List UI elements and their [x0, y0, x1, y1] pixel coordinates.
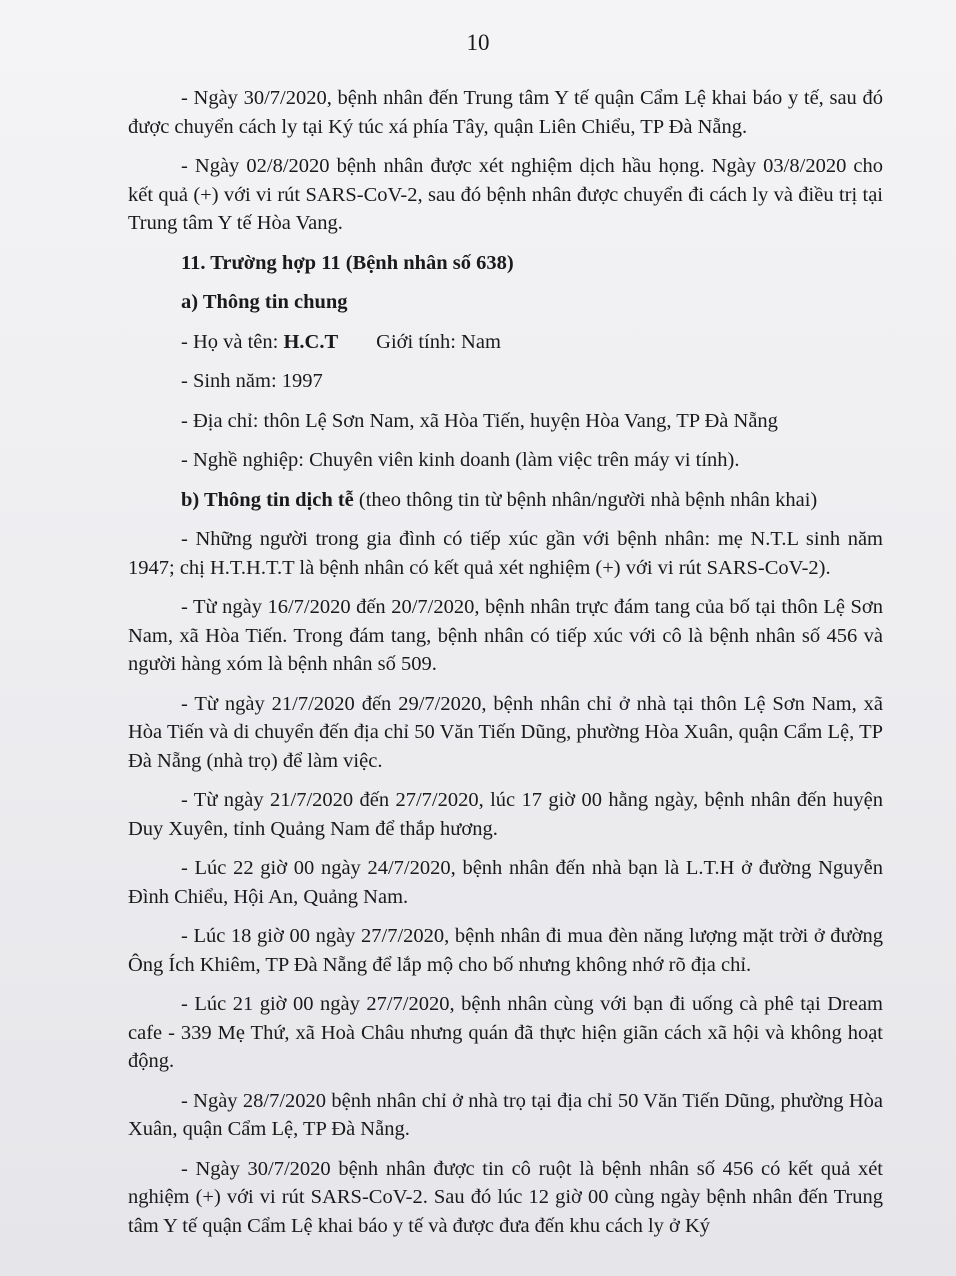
- section-a-heading: a) Thông tin chung: [181, 291, 348, 313]
- paragraph-solar-lamp: - Lúc 18 giờ 00 ngày 27/7/2020, bệnh nhân đi mua đèn năng lượng mặt trời ở đường Ông Ích Khiêm, TP Đà Nẵng để lắp mộ cho bố nhưng không nhớ rõ địa chỉ.: [128, 925, 883, 976]
- paragraph-boarding-house: - Ngày 28/7/2020 bệnh nhân chỉ ở nhà trọ tại địa chỉ 50 Văn Tiến Dũng, phường Hòa Xuân, quận Cẩm Lệ, TP Đà Nẵng.: [128, 1089, 883, 1140]
- paragraph-friend-visit: - Lúc 22 giờ 00 ngày 24/7/2020, bệnh nhân đến nhà bạn là L.T.H ở đường Nguyễn Đình Chiểu, Hội An, Quảng Nam.: [128, 857, 883, 908]
- document-body: [128, 84, 883, 1251]
- patient-name-line: [128, 328, 883, 357]
- paragraph-stay-home: - Từ ngày 21/7/2020 đến 29/7/2020, bệnh nhân chỉ ở nhà tại thôn Lệ Sơn Nam, xã Hòa Tiến và di chuyển đến địa chỉ 50 Văn Tiến Dũng, phường Hòa Xuân, quận Cẩm Lệ, TP Đà Nẵng (nhà trọ) để làm việc.: [128, 692, 883, 772]
- gender-text: Giới tính: Nam: [376, 330, 501, 353]
- case-heading: 11. Trường hợp 11 (Bệnh nhân số 638): [181, 251, 514, 274]
- address-line: - Địa chỉ: thôn Lệ Sơn Nam, xã Hòa Tiến, huyện Hòa Vang, TP Đà Nẵng: [181, 409, 778, 432]
- birth-year-line: - Sinh năm: 1997: [181, 370, 323, 392]
- paragraph-quarantine-transfer: - Ngày 30/7/2020, bệnh nhân đến Trung tâm Y tế quận Cẩm Lệ khai báo y tế, sau đó được chuyển cách ly tại Ký túc xá phía Tây, quận Liên Chiểu, TP Đà Nẵng.: [128, 87, 883, 138]
- section-b-heading: [128, 486, 883, 515]
- paragraph-aunt-positive: - Ngày 30/7/2020 bệnh nhân được tin cô ruột là bệnh nhân số 456 có kết quả xét nghiệm (+) với vi rút SARS-CoV-2. Sau đó lúc 12 giờ 00 cùng ngày bệnh nhân đến Trung tâm Y tế quận Cẩm Lệ khai báo y tế và được đưa đến khu cách ly ở Ký: [128, 1157, 883, 1237]
- section-b-title: b) Thông tin dịch tễ: [181, 488, 354, 511]
- section-b-rest: (theo thông tin từ bệnh nhân/người nhà bệnh nhân khai): [353, 488, 818, 511]
- page-number: 10: [466, 30, 490, 55]
- paragraph-cafe: - Lúc 21 giờ 00 ngày 27/7/2020, bệnh nhân cùng với bạn đi uống cà phê tại Dream cafe - 339 Mẹ Thứ, xã Hoà Châu nhưng quán đã thực hiện giãn cách xã hội và không hoạt động.: [128, 993, 883, 1072]
- paragraph-funeral: - Từ ngày 16/7/2020 đến 20/7/2020, bệnh nhân trực đám tang của bố tại thôn Lệ Sơn Nam, xã Hòa Tiến. Trong đám tang, bệnh nhân có tiếp xúc với cô là bệnh nhân số 456 và người hàng xóm là bệnh nhân số 509.: [128, 596, 883, 675]
- name-label: - Họ và tên:: [181, 330, 284, 353]
- paragraph-test-result: - Ngày 02/8/2020 bệnh nhân được xét nghiệm dịch hầu họng. Ngày 03/8/2020 cho kết quả (+) với vi rút SARS-CoV-2, sau đó bệnh nhân được chuyển đi cách ly và điều trị tại Trung tâm Y tế Hòa Vang.: [128, 155, 883, 234]
- paragraph-incense: - Từ ngày 21/7/2020 đến 27/7/2020, lúc 17 giờ 00 hằng ngày, bệnh nhân đến huyện Duy Xuyên, tỉnh Quảng Nam để thắp hương.: [128, 789, 883, 840]
- paragraph-family-contacts: - Những người trong gia đình có tiếp xúc gần với bệnh nhân: mẹ N.T.L sinh năm 1947; chị H.T.H.T.T là bệnh nhân có kết quả xét nghiệm (+) với vi rút SARS-CoV-2).: [128, 528, 883, 579]
- occupation-line: - Nghề nghiệp: Chuyên viên kinh doanh (làm việc trên máy vi tính).: [181, 449, 740, 471]
- name-value: H.C.T: [283, 330, 339, 353]
